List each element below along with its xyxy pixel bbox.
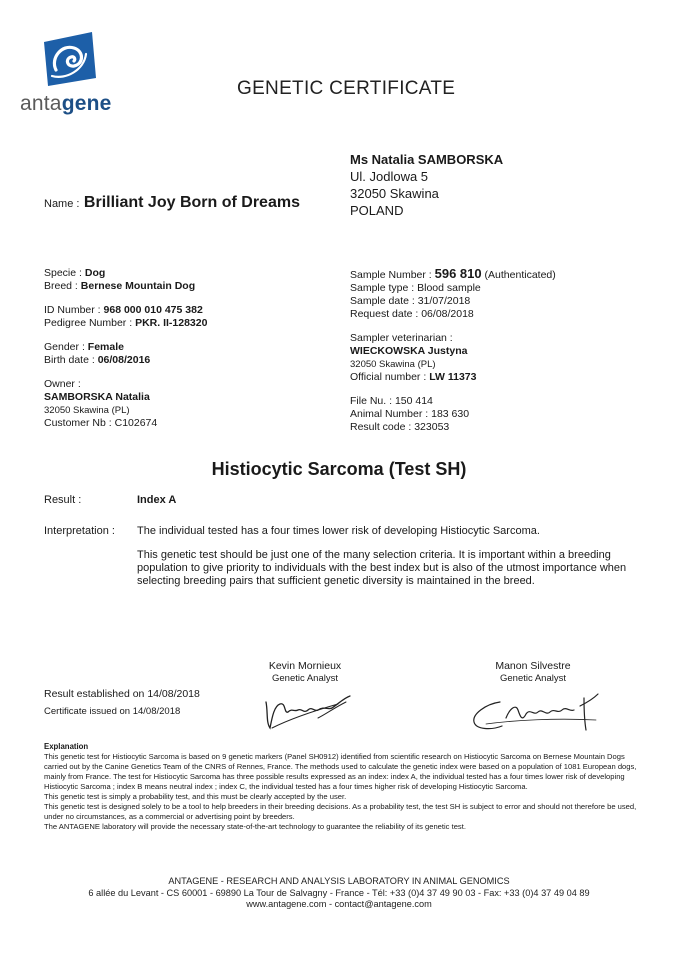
specie-value: Dog — [84, 267, 106, 279]
interpretation-advice: This genetic test should be just one of the many selection criteria. It is important within a breeding population to give priority to individuals with the best index but is also of the utmost importance when selecting breeding pairs that sufficient genetic diversity is maintained in the breed. — [137, 549, 627, 587]
specie-row: Specie : Dog — [44, 267, 106, 279]
birth-value: 06/08/2016 — [97, 354, 151, 366]
signatory-1-name: Kevin Mornieux — [268, 660, 342, 672]
recipient-address — [350, 151, 503, 219]
result-code-row: Result code : 323053 — [350, 421, 450, 433]
animal-row: Animal Number : 183 630 — [350, 408, 470, 420]
antagene-logo — [20, 22, 130, 122]
sample-status: (Authenticated) — [484, 269, 556, 281]
name-label: Name : — [44, 198, 80, 210]
sample-type: Blood sample — [417, 282, 481, 294]
dog-name-block — [44, 193, 314, 214]
sample-number-row: Sample Number : 596 810 (Authenticated) — [350, 266, 556, 281]
pedigree-row: Pedigree Number : PKR. II-128320 — [44, 317, 208, 329]
explanation-p3: This genetic test is designed solely to be a tool to help breeders in their breeding decisions. As a probability test, the test SH is subject to error and should not therefore be used, under no circumstances, as a commercial or advertising point by breeders. — [44, 802, 637, 821]
sample-number: 596 810 — [434, 266, 482, 281]
explanation-section — [44, 742, 642, 832]
animal-number: 183 630 — [431, 408, 470, 420]
customer-row: Customer Nb : C102674 — [44, 417, 158, 429]
explanation-p1: This genetic test for Histiocytic Sarcoma is based on 9 genetic markers (Panel SH0912) identified from scientific research on Histiocytic Sarcoma on Bernese Mountain Dogs carried out by the Canine Genetics Team of the CNRS of Rennes, France. The methods used to calculate the genetic index were based on a population of 1081 European dogs, mainly from France. The test for Histiocytic Sarcoma has three possible results expressed as an index: index A, the individual tested has a four times lower risk of developing Histiocytic Sarcoma ; index B means neutral index ; index C, the individual tested has a four times higher risk of developing Histiocytic Sarcoma. — [44, 752, 637, 791]
request-date: 06/08/2018 — [421, 308, 474, 320]
dog-name: Brilliant Joy Born of Dreams — [83, 194, 300, 211]
test-title: Histiocytic Sarcoma (Test SH) — [211, 459, 467, 479]
owner-city: 32050 Skawina (PL) — [44, 405, 130, 416]
antagene-swirl-icon — [40, 30, 98, 88]
owner-name: SAMBORSKA Natalia — [44, 391, 150, 403]
dog-details — [44, 267, 207, 430]
interpretation-label: Interpretation : — [44, 525, 115, 537]
recipient-country: POLAND — [350, 203, 404, 218]
sampler-city: 32050 Skawina (PL) — [350, 359, 436, 370]
footer-lab-name: ANTAGENE - RESEARCH AND ANALYSIS LABORATORY IN ANIMAL GENOMICS — [168, 876, 510, 886]
official-row: Official number : LW 11373 — [350, 371, 477, 383]
breed-row: Breed : Bernese Mountain Dog — [44, 280, 196, 292]
certificate-issued: Certificate issued on 14/08/2018 — [44, 706, 181, 717]
result-code: 323053 — [414, 421, 450, 433]
sampler-name: WIECKOWSKA Justyna — [350, 345, 468, 357]
interpretation-text: The individual tested has a four times lower risk of developing Histiocytic Sarcoma. — [137, 525, 540, 537]
signatory-2-name: Manon Silvestre — [495, 660, 571, 672]
birth-row: Birth date : 06/08/2016 — [44, 354, 151, 366]
signatory-1-role: Genetic Analyst — [271, 673, 338, 684]
result-value: Index A — [137, 494, 177, 506]
request-date-row: Request date : 06/08/2018 — [350, 308, 474, 320]
gender-row: Gender : Female — [44, 341, 124, 353]
sample-date: 31/07/2018 — [417, 295, 471, 307]
sample-date-row: Sample date : 31/07/2018 — [350, 295, 471, 307]
result-established: Result established on 14/08/2018 — [44, 688, 200, 700]
id-value: 968 000 010 475 382 — [103, 304, 203, 316]
sample-type-row: Sample type : Blood sample — [350, 282, 481, 294]
sampler-label: Sampler veterinarian : — [350, 332, 453, 344]
explanation-p2: This genetic test is simply a probability test, and this must be clearly accepted by the user. — [44, 792, 347, 801]
id-row: ID Number : 968 000 010 475 382 — [44, 304, 203, 316]
footer — [0, 876, 678, 911]
recipient-name: Ms Natalia SAMBORSKA — [350, 152, 504, 167]
file-row: File Nu. : 150 414 — [350, 395, 433, 407]
logo-wordmark: antagene — [20, 92, 112, 115]
document-title: GENETIC CERTIFICATE — [237, 78, 456, 99]
pedigree-value: PKR. II-128320 — [135, 317, 208, 329]
sample-details — [350, 267, 556, 434]
signature-2-image — [466, 688, 606, 736]
official-number: LW 11373 — [429, 371, 477, 383]
signatory-2-role: Genetic Analyst — [499, 673, 566, 684]
owner-label: Owner : — [44, 378, 81, 390]
breed-value: Bernese Mountain Dog — [80, 280, 196, 292]
recipient-street: Ul. Jodlowa 5 — [350, 169, 429, 184]
customer-value: C102674 — [114, 417, 158, 429]
recipient-city: 32050 Skawina — [350, 186, 439, 201]
explanation-title: Explanation — [44, 742, 89, 751]
result-label: Result : — [44, 494, 82, 506]
footer-web: www.antagene.com - contact@antagene.com — [246, 899, 432, 909]
footer-address: 6 allée du Levant - CS 60001 - 69890 La Tour de Salvagny - France - Tél: +33 (0)4 37 49 90 03 - Fax: +33 (0)4 37 49 04 89 — [88, 887, 590, 898]
gender-value: Female — [87, 341, 124, 353]
explanation-p4: The ANTAGENE laboratory will provide the necessary state-of-the-art technology to guarantee the reliability of its genetic test. — [44, 822, 466, 831]
file-number: 150 414 — [394, 395, 433, 407]
signature-1-image — [258, 688, 358, 736]
